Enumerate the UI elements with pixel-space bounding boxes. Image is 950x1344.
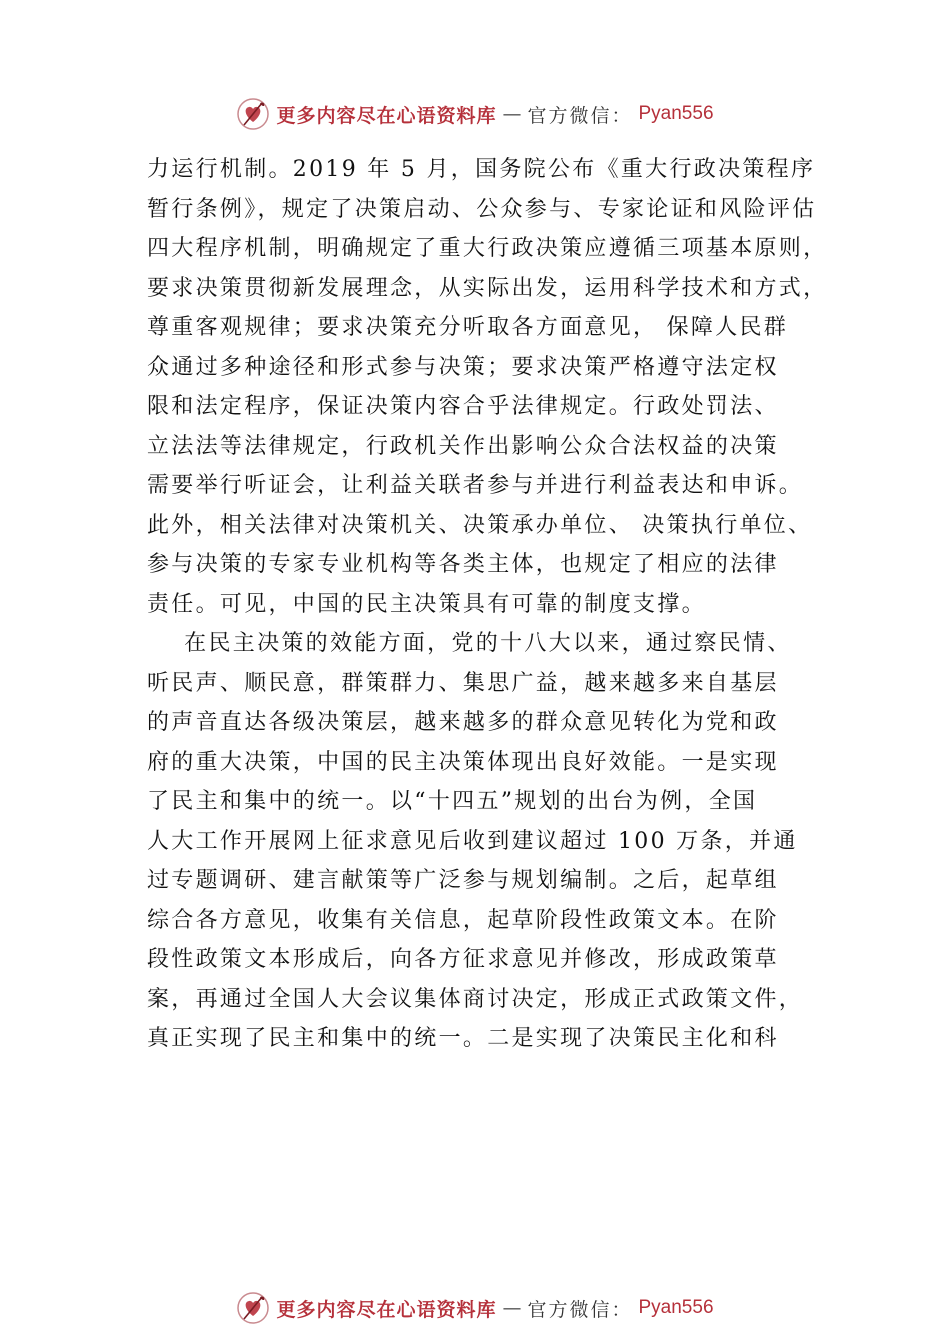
text-line: 立法法等法律规定，行政机关作出影响公众合法权益的决策 bbox=[147, 433, 779, 459]
text-line: 此外，相关法律对决策机关、决策承办单位、 决策执行单位、 bbox=[147, 512, 813, 538]
text-line: 案，再通过全国人大会议集体商讨决定，形成正式政策文件， bbox=[147, 986, 804, 1012]
text-line: 力运行机制。2019 年 5 月，国务院公布《重大行政决策程序 bbox=[147, 157, 816, 182]
text-line: 府的重大决策，中国的民主决策体现出良好效能。一是实现 bbox=[147, 749, 779, 775]
footer-wechat-label: 官方微信： bbox=[527, 1298, 633, 1321]
text-line: 人大工作开展网上征求意见后收到建议超过 100 万条，并通 bbox=[147, 828, 798, 854]
text-line: 了民主和集中的统一。以“十四五”规划的出台为例，全国 bbox=[147, 789, 758, 814]
footer-dash: — bbox=[502, 1297, 522, 1319]
text-line: 真正实现了民主和集中的统一。二是实现了决策民主化和科 bbox=[147, 1026, 779, 1051]
text-line: 参与决策的专家专业机构等各类主体，也规定了相应的法律 bbox=[147, 552, 779, 577]
text-line: 在民主决策的效能方面，党的十八大以来，通过察民情、 bbox=[147, 631, 792, 656]
footer-banner bbox=[0, 1288, 950, 1328]
text-line: 暂行条例》，规定了决策启动、公众参与、专家论证和风险评估 bbox=[147, 196, 817, 222]
text-line: 过专题调研、建言献策等广泛参与规划编制。之后，起草组 bbox=[147, 868, 779, 893]
header-dash: — bbox=[502, 103, 522, 125]
text-line: 众通过多种途径和形式参与决策；要求决策严格遵守法定权 bbox=[147, 354, 779, 380]
header-wechat-label: 官方微信： bbox=[527, 104, 633, 127]
text-line: 段性政策文本形成后，向各方征求意见并修改，形成政策草 bbox=[147, 947, 779, 972]
text-line: 责任。可见，中国的民主决策具有可靠的制度支撑。 bbox=[147, 591, 706, 617]
text-line: 的声音直达各级决策层，越来越多的群众意见转化为党和政 bbox=[147, 710, 779, 735]
heart-quill-logo-icon bbox=[236, 1291, 270, 1325]
text-line: 需要举行听证会，让利益关联者参与并进行利益表达和申诉。 bbox=[147, 473, 804, 498]
text-line: 听民声、顺民意，群策群力、集思广益，越来越多来自基层 bbox=[147, 670, 779, 696]
text-line: 限和法定程序，保证决策内容合乎法律规定。行政处罚法、 bbox=[147, 394, 779, 419]
text-line: 四大程序机制，明确规定了重大行政决策应遵循三项基本原则， bbox=[147, 236, 828, 261]
text-line: 尊重客观规律；要求决策充分听取各方面意见， 保障人民群 bbox=[147, 315, 789, 340]
text-line: 要求决策贯彻新发展理念，从实际出发，运用科学技术和方式， bbox=[147, 275, 828, 301]
footer-brand-text: 更多内容尽在心语资料库 bbox=[276, 1298, 497, 1321]
heart-quill-logo-icon bbox=[236, 97, 270, 131]
header-banner bbox=[0, 94, 950, 134]
body-text bbox=[147, 150, 847, 1059]
text-line: 综合各方意见，收集有关信息，起草阶段性政策文本。在阶 bbox=[147, 907, 779, 933]
header-brand-text: 更多内容尽在心语资料库 bbox=[276, 104, 497, 127]
header-wechat-id: Pyan556 bbox=[638, 103, 714, 124]
footer-wechat-id: Pyan556 bbox=[638, 1297, 714, 1318]
